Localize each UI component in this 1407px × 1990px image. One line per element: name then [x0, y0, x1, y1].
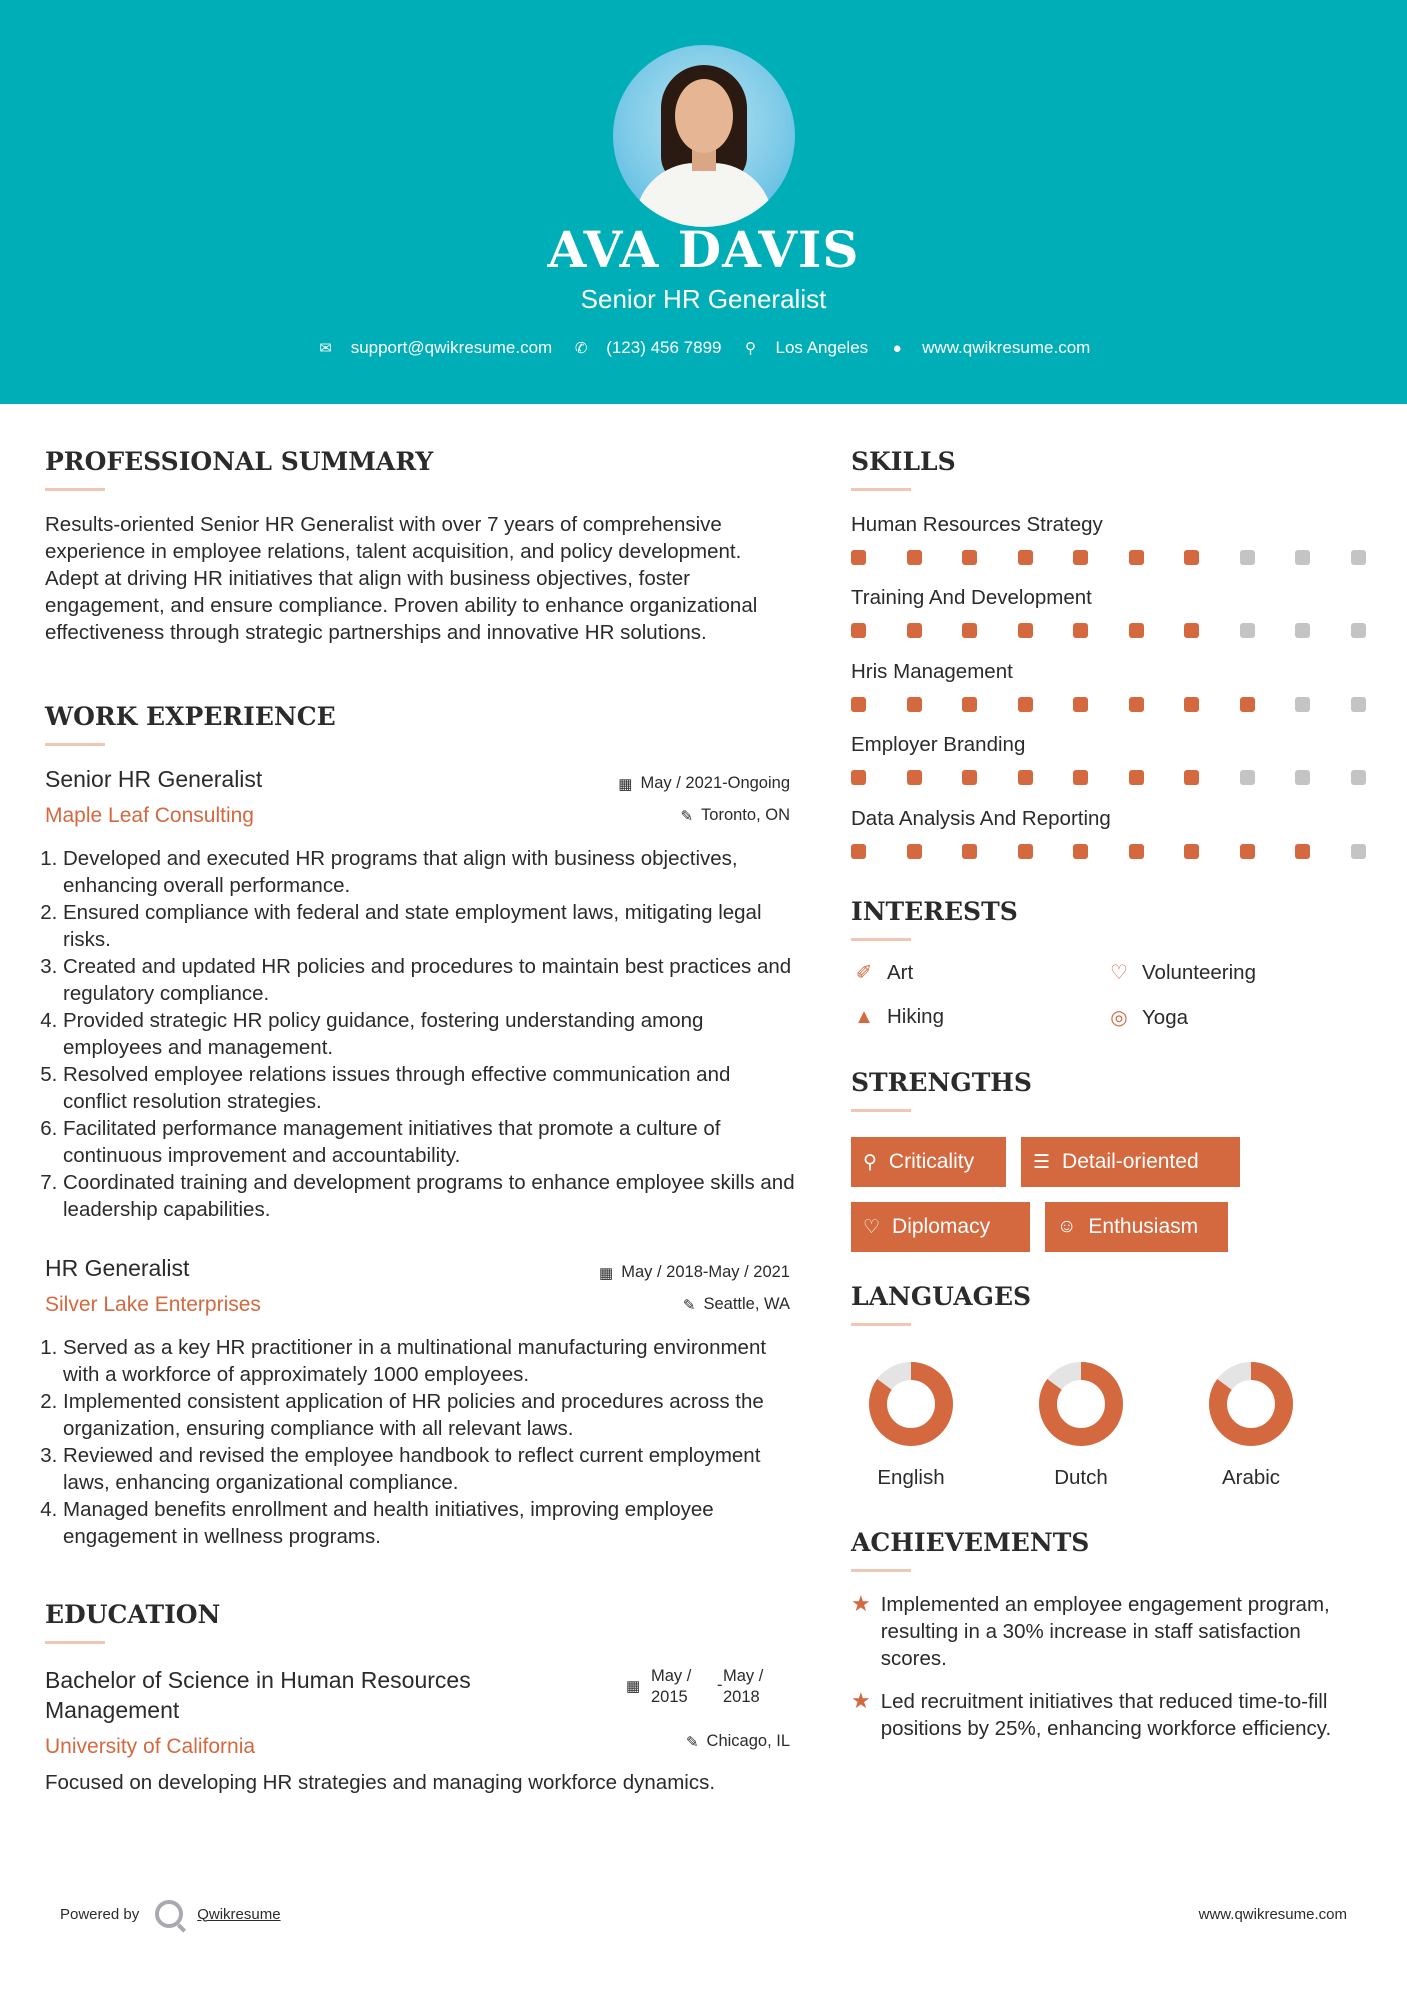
skill-dot-filled [962, 697, 977, 712]
star-icon: ★ [851, 1688, 871, 1713]
footer-brand-link[interactable]: Qwikresume [197, 1905, 281, 1923]
star-icon: ★ [851, 1591, 871, 1616]
skill-dot-filled [1018, 770, 1033, 785]
skill-rating [851, 697, 1365, 715]
skill-dot-filled [1018, 697, 1033, 712]
achievements-heading: ACHIEVEMENTS [851, 1528, 1090, 1557]
skill-dot-empty [1240, 623, 1255, 638]
search-icon: ⚲ [863, 1151, 877, 1173]
languages-heading-underline [851, 1323, 911, 1326]
summary-heading-underline [45, 488, 105, 491]
education-heading-underline [45, 1641, 105, 1644]
achievement-item: ★ Led recruitment initiatives that reduced time-to-fill positions by 25%, enhancing workforce efficiency. [851, 1688, 1332, 1740]
strengths-heading-underline [851, 1109, 911, 1112]
experience-heading: WORK EXPERIENCE [45, 702, 336, 731]
skill-dot-filled [907, 770, 922, 785]
candidate-name: AVA DAVIS [547, 220, 860, 279]
education-description: Focused on developing HR strategies and managing workforce dynamics. [45, 1771, 716, 1794]
list-item: 7. Coordinated training and development programs to enhance employee skills and leadership capabilities. [63, 1169, 795, 1223]
skill-dot-filled [1018, 623, 1033, 638]
summary-text: Results-oriented Senior HR Generalist with over 7 years of comprehensive experience in employee relations, talent acquisition, and policy development. Adept at driving HR initiatives that align with business objectives, foster engagement, and ensure compliance. Proven ability to enhance organizational effectiveness through strategic partnerships and innovative HR solutions. [45, 513, 758, 644]
job-location: ✎ Seattle, WA [682, 1295, 790, 1314]
language-donut [865, 1358, 957, 1450]
list-item: 3. Created and updated HR policies and procedures to maintain best practices and regulatory compliance. [63, 953, 795, 1007]
skill-dot-filled [851, 623, 866, 638]
footer-powered-by: Powered by Qwikresume [60, 1900, 281, 1928]
list-item: 3. Reviewed and revised the employee handbook to reflect current employment laws, enhancing organizational compliance. [63, 1442, 795, 1496]
skill-dot-filled [1240, 844, 1255, 859]
skill-dot-empty [1351, 770, 1366, 785]
skill-dot-filled [962, 770, 977, 785]
job-bullets [45, 1334, 795, 1550]
list-item: 5. Resolved employee relations issues through effective communication and conflict resolution strategies. [63, 1061, 795, 1115]
skill-dot-filled [1018, 550, 1033, 565]
globe-icon: ● [892, 339, 902, 357]
skill-dot-empty [1295, 550, 1310, 565]
contact-phone[interactable]: ✆ (123) 456 7899 [572, 338, 721, 358]
skill-dot-filled [907, 623, 922, 638]
skill-dot-filled [1073, 697, 1088, 712]
skill-name: Employer Branding [851, 733, 1026, 756]
skill-dot-filled [1240, 697, 1255, 712]
skill-dot-empty [1295, 770, 1310, 785]
skill-dot-filled [962, 550, 977, 565]
language-donut [1035, 1358, 1127, 1450]
handshake-icon: ♡ [863, 1216, 881, 1238]
achievement-item: ★ Implemented an employee engagement program, resulting in a 30% increase in staff satisfaction scores. [851, 1591, 1330, 1670]
skill-dot-filled [1184, 770, 1199, 785]
skill-dot-empty [1240, 550, 1255, 565]
calendar-icon: ▦ [626, 1678, 641, 1695]
list-icon: ☰ [1033, 1151, 1051, 1173]
strength-tag: ☺ Enthusiasm [1045, 1202, 1228, 1252]
languages-heading: LANGUAGES [851, 1282, 1032, 1311]
resume-header [0, 0, 1407, 404]
skill-dot-filled [1129, 697, 1144, 712]
skill-dot-filled [1129, 844, 1144, 859]
language-name: English [877, 1466, 945, 1489]
achievements-heading-underline [851, 1569, 911, 1572]
strength-tag: ♡ Diplomacy [851, 1202, 1030, 1252]
education-end: May / 2018 [723, 1667, 764, 1706]
paintbrush-icon: ✐ [855, 962, 873, 984]
list-item: 4. Managed benefits enrollment and health initiatives, improving employee engagement in wellness programs. [63, 1496, 795, 1550]
skill-dot-filled [1129, 550, 1144, 565]
skill-dot-filled [907, 697, 922, 712]
skill-dot-filled [851, 770, 866, 785]
skill-dot-empty [1351, 844, 1366, 859]
strength-tag: ☰ Detail-oriented [1021, 1137, 1240, 1187]
skill-dot-filled [851, 550, 866, 565]
interest-item: ◎ Yoga [1106, 1005, 1188, 1030]
school-name: University of California [45, 1735, 256, 1758]
skill-dot-filled [1129, 770, 1144, 785]
education-location: ✎ Chicago, IL [685, 1732, 790, 1751]
calendar-icon: ▦ [599, 1264, 614, 1282]
pin-icon: ✎ [680, 807, 694, 825]
calendar-icon: ▦ [618, 775, 633, 793]
skill-dot-filled [907, 844, 922, 859]
skill-dot-filled [1184, 550, 1199, 565]
skill-dot-empty [1295, 623, 1310, 638]
job-role: HR Generalist [45, 1255, 190, 1281]
list-item: 4. Provided strategic HR policy guidance, fostering understanding among employees and management. [63, 1007, 795, 1061]
skill-dot-filled [1018, 844, 1033, 859]
skill-dot-filled [1073, 550, 1088, 565]
skill-dot-empty [1295, 697, 1310, 712]
contact-website[interactable]: ● www.qwikresume.com [888, 338, 1090, 358]
language-name: Dutch [1054, 1466, 1108, 1489]
job-dates: ▦ May / 2021-Ongoing [618, 774, 790, 793]
job-company: Silver Lake Enterprises [45, 1293, 261, 1316]
job-dates: ▦ May / 2018-May / 2021 [599, 1263, 790, 1282]
profile-photo [613, 45, 795, 227]
interest-item: ✐ Art [851, 960, 913, 985]
list-item: 1. Served as a key HR practitioner in a multinational manufacturing environment with a workforce of approximately 1000 employees. [63, 1334, 795, 1388]
skill-dot-filled [1073, 623, 1088, 638]
skill-dot-filled [1184, 623, 1199, 638]
skill-rating [851, 623, 1365, 641]
skill-dot-filled [1184, 844, 1199, 859]
pin-icon: ✎ [685, 1733, 699, 1751]
location-icon: ⚲ [745, 340, 757, 357]
list-item: 2. Implemented consistent application of HR policies and procedures across the organization, ensuring compliance with all relevant laws. [63, 1388, 795, 1442]
list-item: 1. Developed and executed HR programs that align with business objectives, enhancing overall performance. [63, 845, 795, 899]
language-name: Arabic [1221, 1466, 1281, 1489]
contact-bar [0, 338, 1407, 358]
job-role: Senior HR Generalist [45, 766, 263, 792]
skill-dot-empty [1351, 550, 1366, 565]
skill-dot-filled [962, 844, 977, 859]
contact-location: ⚲ Los Angeles [742, 338, 869, 358]
footer-url[interactable]: www.qwikresume.com [1198, 1906, 1347, 1923]
list-item: 6. Facilitated performance management initiatives that promote a culture of continuous improvement and accountability. [63, 1115, 795, 1169]
job-location: ✎ Toronto, ON [680, 806, 790, 825]
interest-item: ▲ Hiking [851, 1005, 944, 1029]
skill-rating [851, 770, 1365, 788]
contact-email[interactable]: ✉ support@qwikresume.com [317, 338, 553, 358]
education-heading: EDUCATION [45, 1600, 221, 1629]
skills-heading: SKILLS [851, 447, 956, 476]
skills-heading-underline [851, 488, 911, 491]
tree-icon: ▲ [854, 1005, 874, 1028]
skill-dot-empty [1351, 623, 1366, 638]
skill-rating [851, 550, 1365, 568]
skill-dot-filled [907, 550, 922, 565]
qwikresume-logo-icon [155, 1900, 183, 1928]
skill-dot-empty [1351, 697, 1366, 712]
strength-tag: ⚲ Criticality [851, 1137, 1006, 1187]
lifebuoy-icon: ◎ [1110, 1007, 1128, 1029]
interest-item: ♡ Volunteering [1106, 960, 1256, 985]
language-donut [1205, 1358, 1297, 1450]
job-company: Maple Leaf Consulting [45, 804, 254, 827]
experience-heading-underline [45, 743, 105, 746]
skill-dot-filled [1129, 623, 1144, 638]
skill-dot-filled [851, 697, 866, 712]
pin-icon: ✎ [682, 1296, 696, 1314]
skill-dot-filled [1073, 844, 1088, 859]
skill-dot-empty [1240, 770, 1255, 785]
skill-name: Human Resources Strategy [851, 513, 1103, 536]
degree-title: Bachelor of Science in Human Resources Management [45, 1667, 471, 1723]
job-bullets [45, 845, 795, 1223]
skill-rating [851, 844, 1365, 862]
skill-name: Training And Development [851, 586, 1092, 609]
strengths-heading: STRENGTHS [851, 1068, 1032, 1097]
education-start: May / 2015 [651, 1667, 692, 1706]
list-item: 2. Ensured compliance with federal and state employment laws, mitigating legal risks. [63, 899, 795, 953]
skill-name: Data Analysis And Reporting [851, 807, 1111, 830]
mail-icon: ✉ [319, 340, 332, 357]
phone-icon: ✆ [574, 340, 588, 357]
candidate-title: Senior HR Generalist [580, 284, 827, 314]
skill-dot-filled [851, 844, 866, 859]
skill-dot-filled [962, 623, 977, 638]
handshake-icon: ♡ [1110, 962, 1128, 984]
skill-dot-filled [1073, 770, 1088, 785]
skill-name: Hris Management [851, 660, 1013, 683]
summary-heading: PROFESSIONAL SUMMARY [45, 447, 434, 476]
smile-icon: ☺ [1057, 1216, 1077, 1237]
interests-heading-underline [851, 938, 911, 941]
interests-heading: INTERESTS [851, 897, 1018, 926]
skill-dot-filled [1184, 697, 1199, 712]
skill-dot-filled [1295, 844, 1310, 859]
